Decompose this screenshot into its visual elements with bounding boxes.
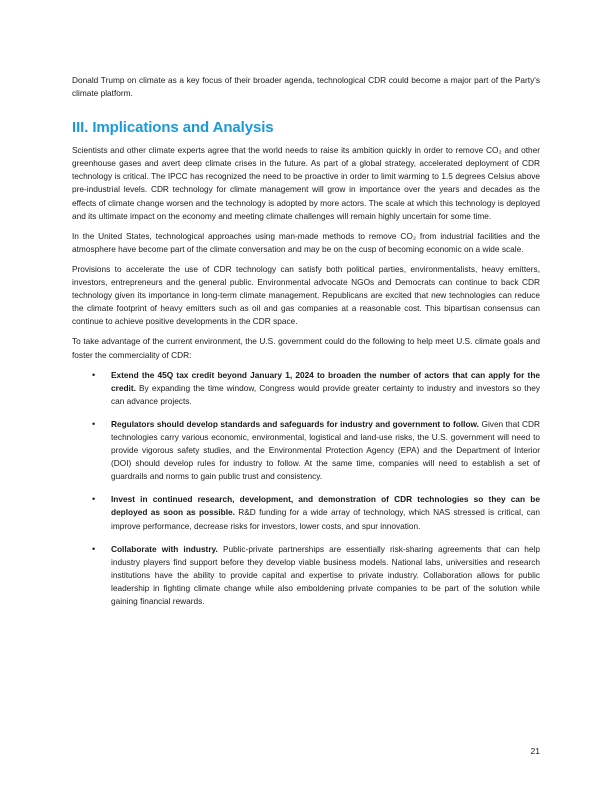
intro-paragraph: Donald Trump on climate as a key focus of their broader agenda, technological CDR could become a major part of the Party's climate platform. xyxy=(72,75,540,99)
bullet-icon: • xyxy=(92,494,96,505)
list-item-text: By expanding the time window, Congress would provide greater certainty to industry and investors so they can advance projects. xyxy=(111,382,540,406)
paragraph-1: Scientists and other climate experts agree that the world needs to raise its ambition quickly in order to remove CO₂ and other greenhouse gases and avert deep climate crises in the future. As part of a global strategy, accelerated deployment of CDR technology is critical. The IPCC has recognized the need to be proactive in order to limit warming to 1.5 degrees Celsius above pre-industrial levels. CDR technology for climate management will grow in importance over the years and decades as the effects of climate change worsen and the technology is adopted by more actors. The scale at which this technology is deployed and its ultimate impact on the economy and meeting climate challenges will remain highly uncertain for some time. xyxy=(72,145,540,221)
page-number: 21 xyxy=(530,746,540,756)
paragraph-3: Provisions to accelerate the use of CDR technology can satisfy both political parties, environmentalists, heavy emitters, investors, entrepreneurs and the general public. Environmental advocate NGOs and Democrats can continue to back CDR technology given its importance in long-term climate management. Republicans are excited that new technologies can reduce the climate footprint of heavy emitters such as oil and gas companies at a reasonable cost. This bipartisan consensus can continue to achieve positive developments in the CDR space. xyxy=(72,263,540,327)
list-item-lead: Extend the 45Q tax credit beyond January 1, 2024 to broaden the number of actors that can apply for the credit. xyxy=(111,369,540,393)
list-item xyxy=(92,543,540,608)
list-item-lead: Collaborate with industry. xyxy=(111,543,218,554)
list-item-text: Public-private partnerships are essentially risk-sharing agreements that can help industry players find support before they develop viable business models. National labs, universities and research institutions have the ability to provide capital and expertise to private industry. Collaboration allows for public leadership in fighting climate change while also emboldening private companies to be part of the solution while gaining financial rewards. xyxy=(111,543,540,606)
paragraph-4: To take advantage of the current environment, the U.S. government could do the following to help meet U.S. climate goals and foster the commerciality of CDR: xyxy=(72,336,540,360)
paragraph-2: In the United States, technological approaches using man-made methods to remove CO₂ from industrial facilities and the atmosphere have become part of the climate conversation and may be on the cusp of becoming economic on a wide scale. xyxy=(72,230,540,254)
list-item-text: Given that CDR technologies carry various economic, environmental, logistical and land-use risks, the U.S. government will need to provide vigorous safety studies, and the Environmental Protection Agency (EPA) and the Department of Interior (DOI) should develop rules for industry to follow. At the same time, companies will need to establish a set of guardrails and norms to gain public trust and consistency. xyxy=(111,418,541,482)
list-item-text: R&D funding for a wide array of technology, which NAS stressed is critical, can improve performance, decrease risks for investors, lower costs, and spur innovation. xyxy=(111,507,540,531)
list-item xyxy=(92,418,540,483)
section-heading: III. Implications and Analysis xyxy=(72,119,274,137)
bullet-icon: • xyxy=(92,543,96,554)
list-item-lead: Regulators should develop standards and safeguards for industry and government to follow. xyxy=(111,418,479,429)
recommendations-list xyxy=(92,369,540,609)
list-item xyxy=(92,493,540,532)
list-item xyxy=(92,369,540,408)
list-item-lead: Invest in continued research, development, and demonstration of CDR technologies so they can be deployed as soon as possible. xyxy=(111,494,540,518)
page-body xyxy=(72,74,540,618)
bullet-icon: • xyxy=(92,418,96,429)
bullet-icon: • xyxy=(92,369,96,380)
